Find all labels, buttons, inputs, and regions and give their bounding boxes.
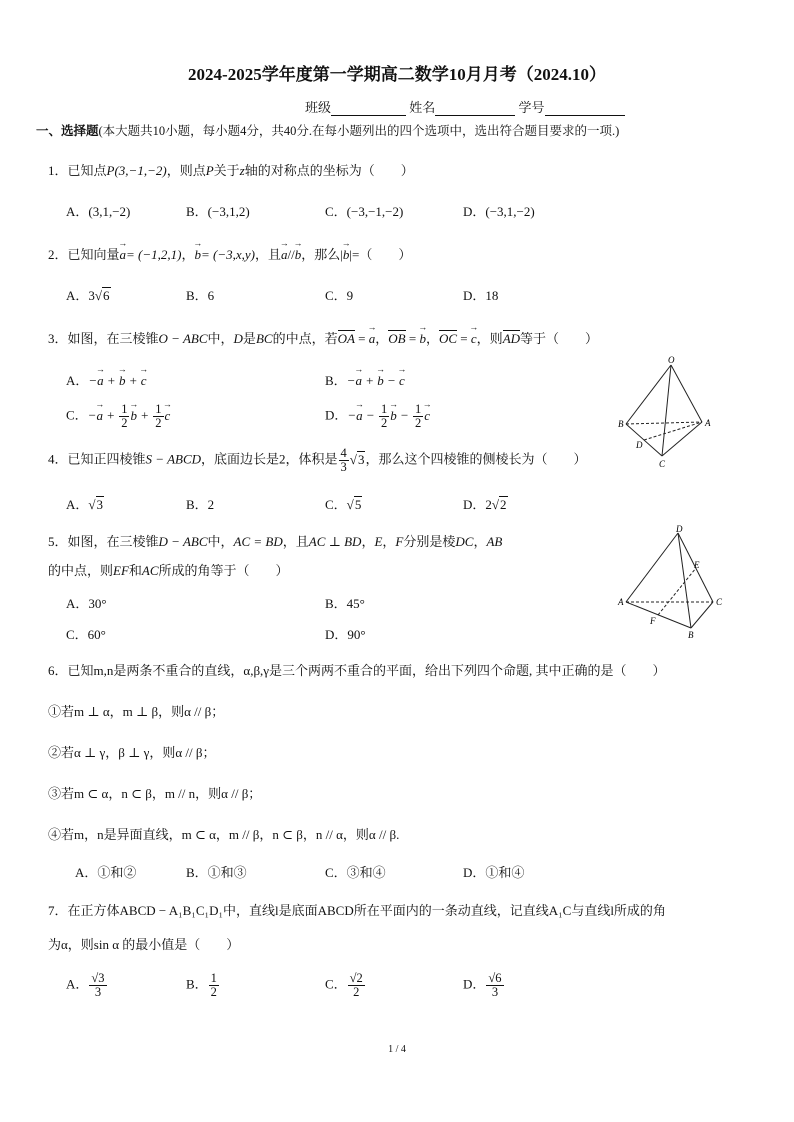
question-1: 1．已知点P(3,−1,−2)，则点P关于z轴的对称点的坐标为（ ） — [48, 163, 414, 178]
q3-option-c[interactable]: C．−→ a + $\frac{1}{2}$ → b + $\frac{1}{2}$ → c — [66, 403, 170, 430]
section-heading: 一、选择题(本大题共10小题，每小题4分，共40分.在每小题列出的四个选项中，选出符合题目要求的一项.) — [36, 124, 620, 138]
q4-option-c[interactable]: C．√5 — [325, 497, 362, 512]
q7-option-b[interactable]: B． $\frac{1}{2}$ — [186, 971, 217, 1000]
q5-option-c[interactable]: C．60° — [66, 627, 106, 642]
id-blank[interactable] — [545, 101, 625, 116]
q2-option-a[interactable]: A．3√6 — [66, 288, 110, 303]
question-5: 5．如图，在三棱锥D − ABC中，AC = BD，且AC ⊥ BD，E，F分别是棱DC，AB — [48, 534, 503, 549]
q1-option-c[interactable]: C．(−3,−1,−2) — [325, 204, 404, 219]
fig2-label-a: A — [618, 597, 624, 607]
q1-option-d[interactable]: D．(−3,1,−2) — [463, 204, 535, 219]
question-6: 6．已知m,n是两条不重合的直线，α,β,γ是三个两两不重合的平面，给出下列四个命题, 其中正确的是（ ） — [48, 663, 666, 678]
tetrahedron-figure-2 — [616, 524, 736, 642]
student-info-line — [305, 97, 625, 116]
q6-option-a[interactable]: A．①和② — [75, 865, 137, 880]
fig1-label-o: O — [668, 355, 675, 365]
page-number: 1 / 4 — [388, 1044, 406, 1055]
fig1-label-d: D — [636, 440, 643, 450]
fig2-label-d: D — [676, 524, 683, 534]
fig1-label-c: C — [659, 459, 666, 469]
q3-option-d[interactable]: D．−→ a − $\frac{1}{2}$ → b − $\frac{1}{2}$ → c — [325, 403, 430, 430]
id-label: 学号 — [518, 100, 545, 115]
question-5-line-2: 的中点，则EF和AC所成的角等于（ ） — [48, 563, 289, 578]
fig2-label-e: E — [694, 560, 700, 570]
q2-option-b[interactable]: B．6 — [186, 288, 215, 303]
q4-option-a[interactable]: A．√3 — [66, 497, 104, 512]
q4-option-d[interactable]: D．2√2 — [463, 497, 507, 512]
q5-option-a[interactable]: A．30° — [66, 596, 107, 611]
question-3: 3．如图，在三棱锥O − ABC中，D是BC的中点，若OA = → a，OB = → b，OC = → c，则AD等于（ ） — [48, 328, 598, 347]
fig2-label-c: C — [716, 597, 723, 607]
question-2: 2．已知向量→ a= (−1,2,1)，→ b= (−3,x,y)，且→ a//→ b，那么|→ b|=（ ） — [48, 244, 411, 263]
question-7-line-2: 为α，则sin α 的最小值是（ ） — [48, 937, 240, 952]
question-4: 4．已知正四棱锥S − ABCD，底面边长是2，体积是 $\frac{4}{3}$ √3，那么这个四棱锥的侧棱长为（ ） — [48, 446, 587, 475]
q3-option-b[interactable]: B．−→ a + → b − → c — [325, 370, 405, 389]
page-title: 2024-2025学年度第一学期高二数学10月月考（2024.10） — [188, 65, 606, 84]
q6-prop-4: ④若m，n是异面直线，m ⊂ α，m // β，n ⊂ β，n // α，则α // β. — [48, 827, 400, 842]
q7-option-d[interactable]: D． $\frac{√6}{3}$ — [463, 971, 502, 1000]
class-blank[interactable] — [331, 101, 406, 116]
q1-option-a[interactable]: A．(3,1,−2) — [66, 204, 131, 219]
fig1-label-a: A — [705, 418, 711, 428]
fig2-label-f: F — [650, 616, 656, 626]
q7-option-c[interactable]: C． $\frac{√2}{2}$ — [325, 971, 363, 1000]
q6-option-b[interactable]: B．①和③ — [186, 865, 247, 880]
q6-prop-3: ③若m ⊂ α，n ⊂ β，m // n，则α // β； — [48, 786, 262, 801]
fig2-label-b: B — [688, 630, 694, 640]
q2-option-c[interactable]: C．9 — [325, 288, 354, 303]
q6-option-d[interactable]: D．①和④ — [463, 865, 525, 880]
q7-option-a[interactable]: A． $\frac{√3}{3}$ — [66, 971, 105, 1000]
name-blank[interactable] — [435, 101, 515, 116]
name-label: 姓名 — [409, 100, 436, 115]
fig1-label-b: B — [618, 419, 624, 429]
tetrahedron-figure-1 — [614, 352, 744, 470]
q6-option-c[interactable]: C．③和④ — [325, 865, 386, 880]
q6-prop-2: ②若α ⊥ γ，β ⊥ γ，则α // β； — [48, 745, 216, 760]
question-7: 7．在正方体ABCD − A₁B₁C₁D₁中，直线l是底面ABCD所在平面内的一条动直线，记直线A₁C与直线l所成的角 — [48, 903, 666, 918]
q1-option-b[interactable]: B．(−3,1,2) — [186, 204, 250, 219]
q5-option-d[interactable]: D．90° — [325, 627, 366, 642]
q3-option-a[interactable]: A．−→ a + → b + → c — [66, 370, 147, 389]
q5-option-b[interactable]: B．45° — [325, 596, 365, 611]
q6-prop-1: ①若m ⊥ α，m ⊥ β，则α // β； — [48, 704, 225, 719]
class-label: 班级 — [305, 100, 332, 115]
q4-option-b[interactable]: B．2 — [186, 497, 215, 512]
q2-option-d[interactable]: D．18 — [463, 288, 499, 303]
